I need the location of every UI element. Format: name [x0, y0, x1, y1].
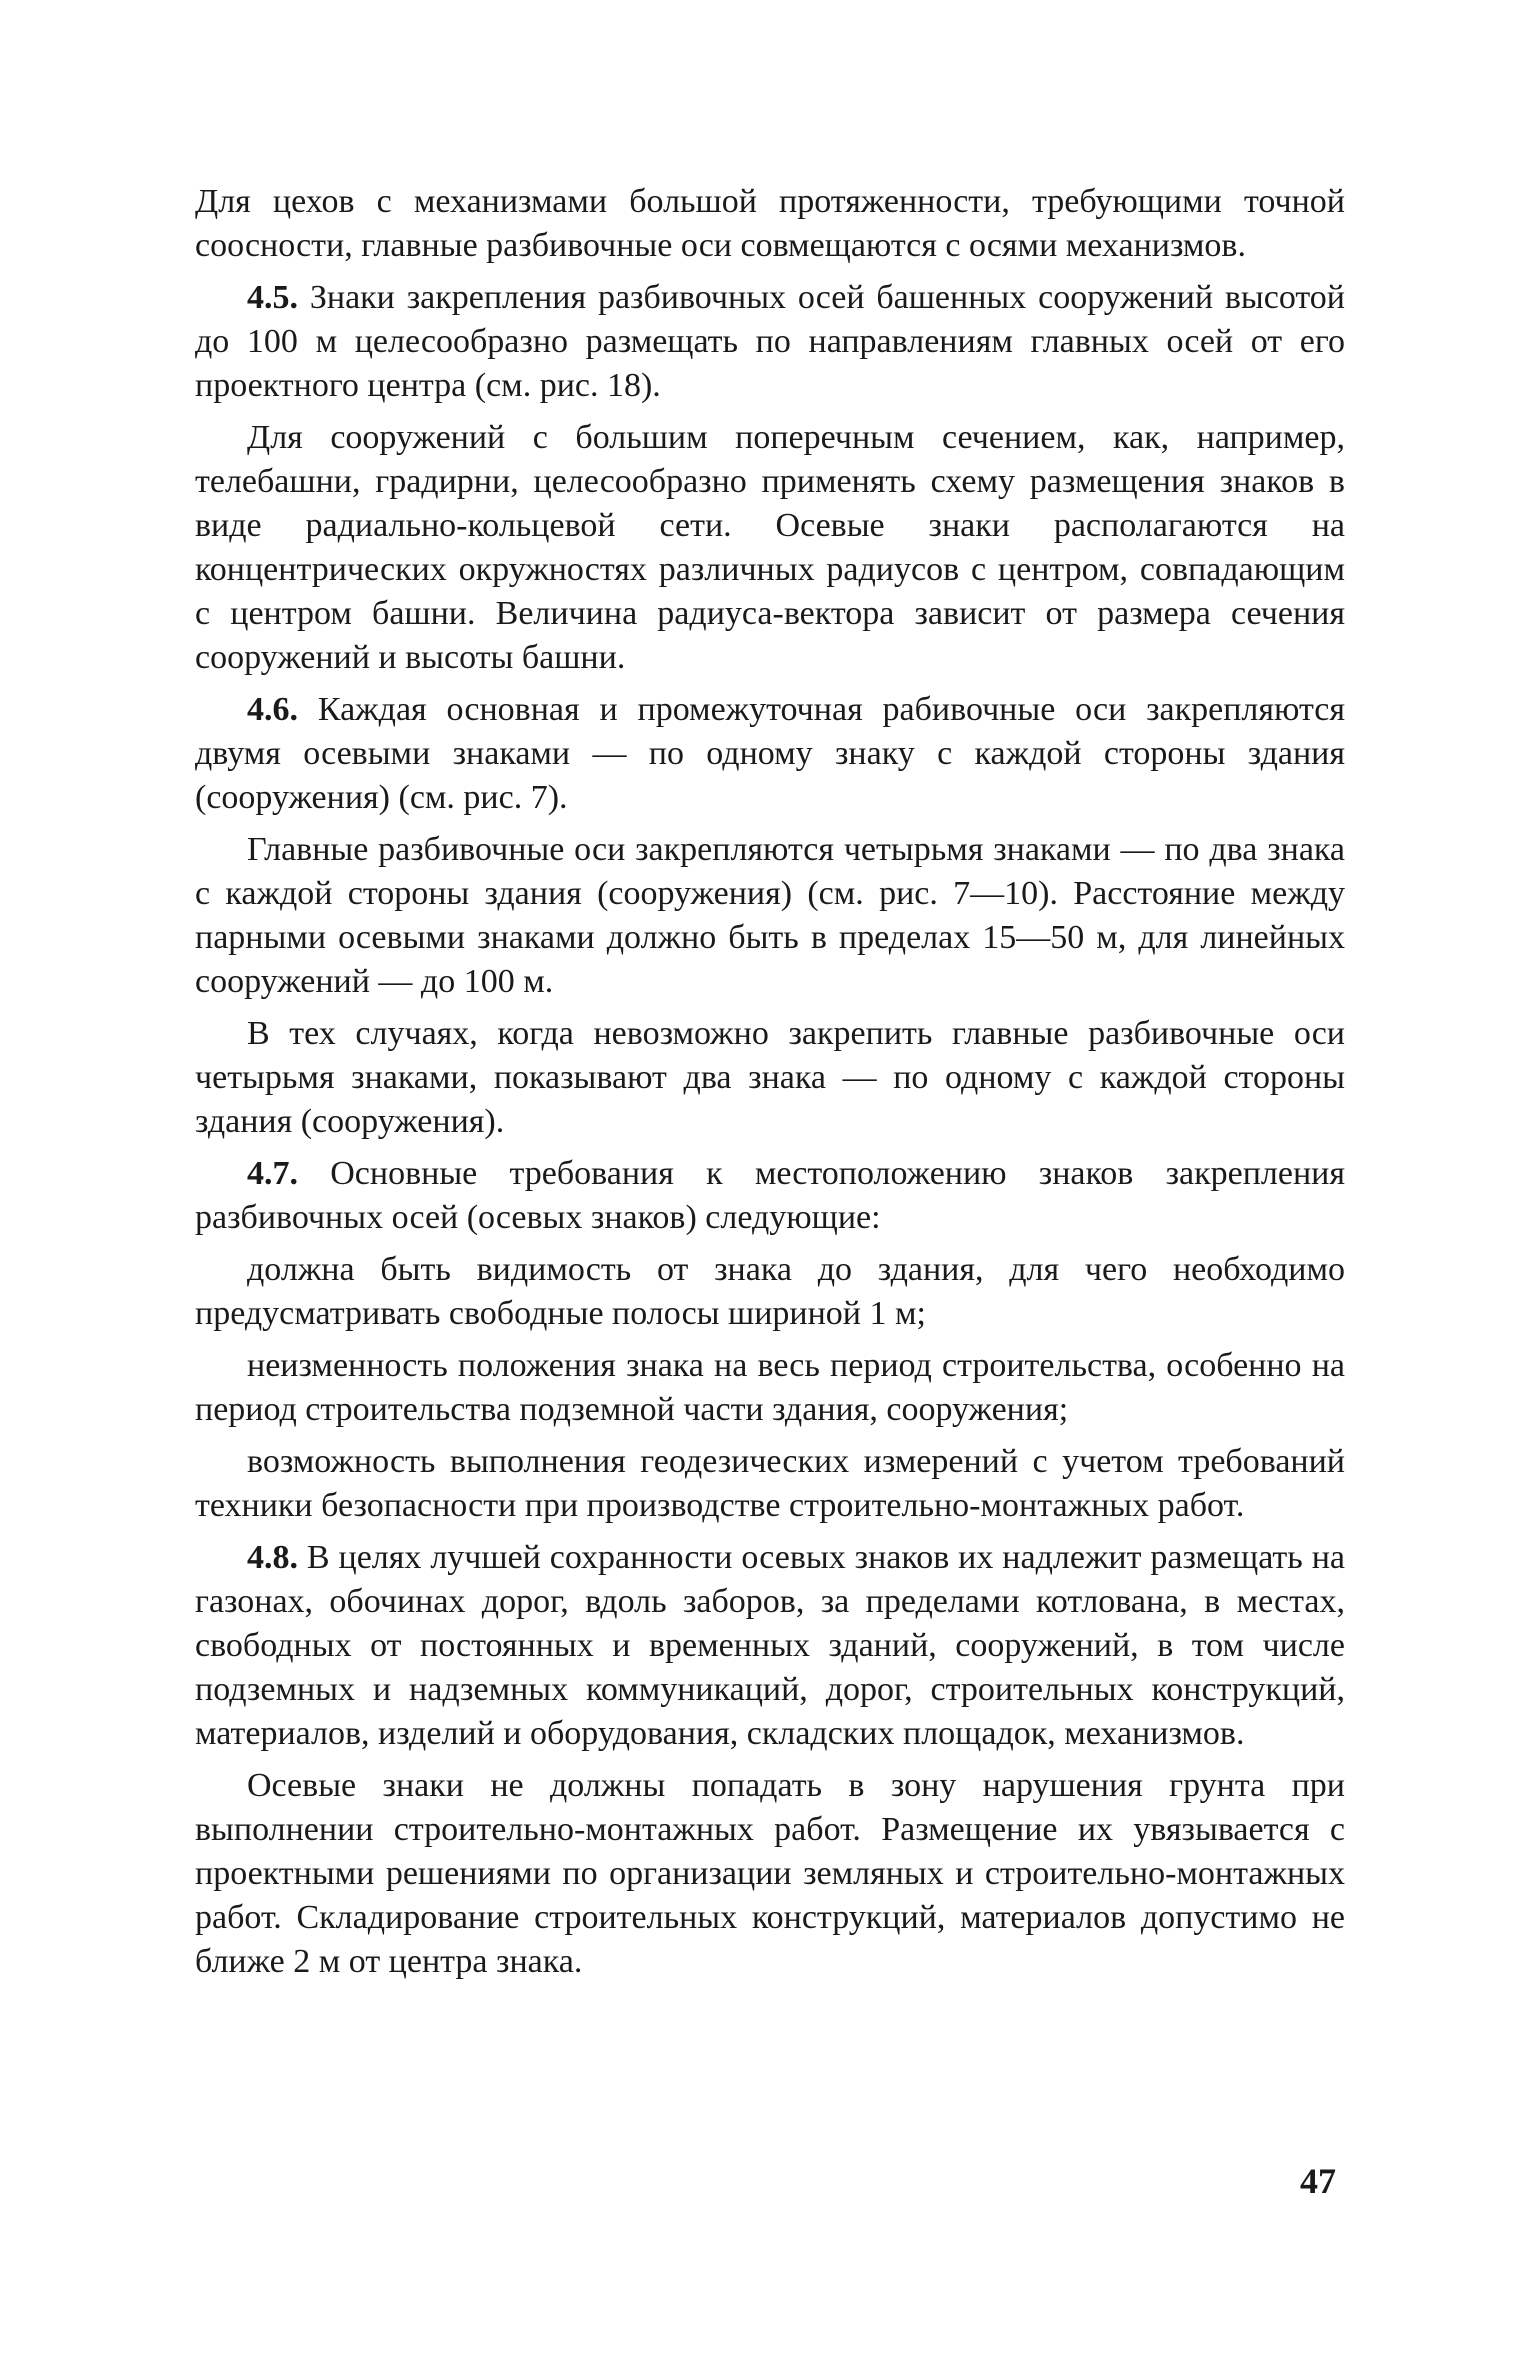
section-number: 4.5.	[247, 279, 298, 316]
paragraph-text: В тех случаях, когда невозможно закрепить главные разбивочные оси четырьмя знаками, показывают два знака — по одному с каждой стороны здания (сооружения).	[195, 1015, 1345, 1140]
paragraph-5	[195, 828, 1345, 1004]
paragraph-10	[195, 1440, 1345, 1528]
paragraph-text: Основные требования к местоположению знаков закрепления разбивочных осей (осевых знаков) следующие:	[195, 1155, 1345, 1236]
paragraph-text: возможность выполнения геодезических измерений с учетом требований техники безопасности при производстве строительно-монтажных работ.	[195, 1443, 1345, 1524]
paragraph-text: Осевые знаки не должны попадать в зону нарушения грунта при выполнении строительно-монтажных работ. Размещение их увязывается с проектными решениями по организации земляных и строительно-монтажных работ. Складирование строительных конструкций, материалов допустимо не ближе 2 м от центра знака.	[195, 1767, 1345, 1980]
paragraph-text: Для сооружений с большим поперечным сечением, как, например, телебашни, градирни, целесообразно применять схему размещения знаков в виде радиально-кольцевой сети. Осевые знаки располагаются на концентрических окружностях различных радиусов с центром, совпадающим с центром башни. Величина радиуса-вектора зависит от размера сечения сооружений и высоты башни.	[195, 419, 1345, 676]
paragraph-8	[195, 1248, 1345, 1336]
section-number: 4.6.	[247, 691, 298, 728]
paragraph-9	[195, 1344, 1345, 1432]
paragraph-text: Главные разбивочные оси закрепляются четырьмя знаками — по два знака с каждой стороны здания (сооружения) (см. рис. 7—10). Расстояние между парными осевыми знаками должно быть в пределах 15—50 м, для линейных сооружений — до 100 м.	[195, 831, 1345, 1000]
paragraph-text: должна быть видимость от знака до здания, для чего необходимо предусматривать свободные полосы шириной 1 м;	[195, 1251, 1345, 1332]
paragraph-text: Знаки закрепления разбивочных осей башенных сооружений высотой до 100 м целесообразно размещать по направлениям главных осей от его проектного центра (см. рис. 18).	[195, 279, 1345, 404]
paragraph-text: Для цехов с механизмами большой протяженности, требующими точной соосности, главные разбивочные оси совмещаются с осями механизмов.	[195, 183, 1345, 264]
paragraph-4-7	[195, 1152, 1345, 1240]
paragraph-4-5	[195, 276, 1345, 408]
paragraph-12	[195, 1764, 1345, 1984]
section-number: 4.7.	[247, 1155, 298, 1192]
paragraph-4-6	[195, 688, 1345, 820]
paragraph-4-8	[195, 1536, 1345, 1756]
paragraph-6	[195, 1012, 1345, 1144]
paragraph-text: неизменность положения знака на весь период строительства, особенно на период строительства подземной части здания, сооружения;	[195, 1347, 1345, 1428]
paragraph-3	[195, 416, 1345, 680]
page-number: 47	[1300, 2161, 1336, 2201]
paragraph-1	[195, 180, 1345, 268]
paragraph-text: Каждая основная и промежуточная рабивочные оси закрепляются двумя осевыми знаками — по одному знаку с каждой стороны здания (сооружения) (см. рис. 7).	[195, 691, 1345, 816]
body-text	[195, 180, 1345, 1992]
section-number: 4.8.	[247, 1539, 298, 1576]
paragraph-text: В целях лучшей сохранности осевых знаков их надлежит размещать на газонах, обочинах дорог, вдоль заборов, за пределами котлована, в местах, свободных от постоянных и временных зданий, сооружений, в том числе подземных и надземных коммуникаций, дорог, строительных конструкций, материалов, изделий и оборудования, складских площадок, механизмов.	[195, 1539, 1345, 1752]
